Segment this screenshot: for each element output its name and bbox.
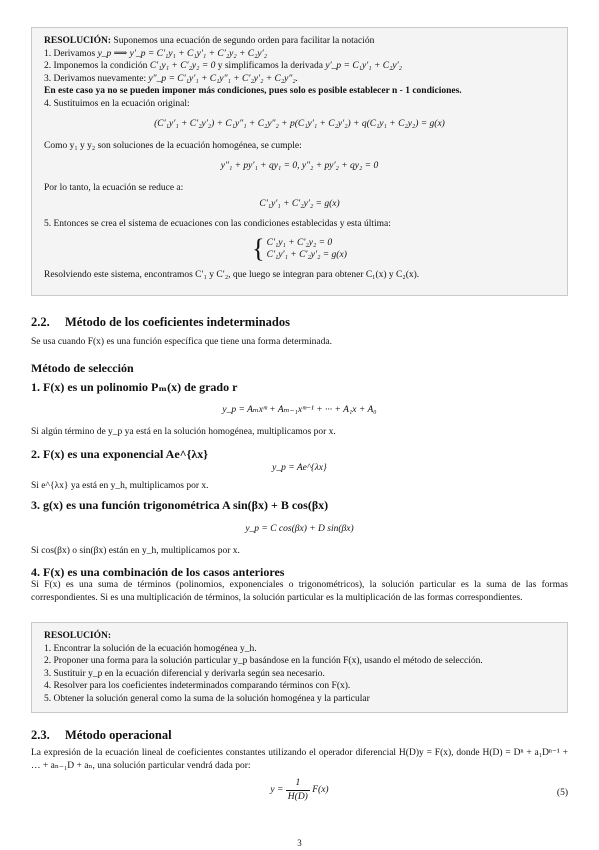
resolution-box-variation: [31, 27, 568, 296]
step2-math: y′_p = C₁y′₁ + C₂y′₂: [325, 61, 402, 72]
box1-reduce-text: Por lo tanto, la ecuación se reduce a:: [44, 182, 184, 193]
item2-note: Si e^{λx} ya está en y_h, multiplicamos por x.: [31, 481, 209, 491]
operational-equation: [31, 777, 568, 803]
equation-number: (5): [556, 788, 568, 798]
item1-equation: y_p = Aₘxᵐ + Aₘ₋₁xᵐ⁻¹ + ··· + A₁x + A₀: [222, 405, 377, 415]
box1-intro: Suponemos una ecuación de segundo orden para facilitar la notación: [113, 36, 375, 46]
box1-step4: 4. Sustituimos en la ecuación original:: [44, 98, 190, 109]
section-2-2-text: Se usa cuando F(x) es una función específica que tiene una forma determinada.: [31, 337, 332, 347]
equation-substitution: (C′₁y′₁ + C′₂y′₂) + C₁y″₁ + C₂y″₂ + p(C₁y′₁ + C₂y′₂) + q(C₁y₁ + C₂y₂) = g(x): [154, 119, 445, 130]
resolution-label-2: RESOLUCIÓN:: [44, 631, 112, 641]
item1-note: Si algún término de y_p ya está en la solución homogénea, multiplicamos por x.: [31, 427, 336, 437]
item2-title: 2. F(x) es una exponencial Ae^{λx}: [31, 447, 208, 461]
section-2-2-heading: [31, 314, 290, 331]
step1-math: y_p ⟹ y′_p = C′₁y₁ + C₁y′₁ + C′₂y₂ + C₂y′₂: [97, 48, 268, 59]
eq-denominator: H(D): [287, 791, 308, 802]
eq-numerator: 1: [286, 777, 310, 791]
system-brace-icon: {: [252, 234, 265, 264]
box2-step1: 1. Encontrar la solución de la ecuación homogénea y_h.: [44, 643, 257, 654]
selection-heading: Método de selección: [31, 361, 134, 375]
item3-note: Si cos(βx) o sin(βx) están en y_h, multiplicamos por x.: [31, 546, 240, 556]
section-title-2: Método operacional: [65, 728, 172, 742]
box1-bold-note: En este caso ya no se pueden imponer más condiciones, pues solo es posible establecer n - 1 condiciones.: [44, 86, 462, 97]
box1-intro-line: [44, 35, 555, 48]
step3-math: y″_p = C′₁y′₁ + C₁y″₁ + C′₂y′₂ + C₂y″₂.: [148, 73, 299, 84]
page-number: 3: [297, 838, 302, 848]
eq-rhs: F(x): [312, 785, 329, 796]
item2-equation: y_p = Ae^{λx}: [272, 463, 327, 473]
section-title: Método de los coeficientes indeterminados: [65, 315, 290, 329]
resolution-label: RESOLUCIÓN:: [44, 36, 112, 46]
box1-final: Resolviendo este sistema, encontramos C′₁ y C′₂, que luego se integran para obtener C₁(x) y C₂(x).: [44, 270, 420, 281]
box2-step2: 2. Proponer una forma para la solución particular y_p basándose en la función F(x), usando el método de selección.: [44, 656, 483, 667]
item4-note: Si F(x) es una suma de términos (polinomios, exponenciales o trigonométricos), la solución particular es la suma de las formas correspondientes. Si es una multiplicación de términos, la solución particular es la multiplicación de las formas correspondientes.: [31, 580, 568, 603]
system-line-2: C′₁y′₁ + C′₂y′₂ = g(x): [266, 250, 347, 261]
box1-step5: 5. Entonces se crea el sistema de ecuaciones con las condiciones establecidas y esta última:: [44, 218, 391, 229]
section-number-2: 2.3.: [31, 728, 50, 742]
box2-step5: 5. Obtener la solución general como la suma de la solución homogénea y la particular: [44, 693, 370, 704]
item1-title: 1. F(x) es un polinomio Pₘ(x) de grado r: [31, 380, 238, 394]
box1-step1: [44, 48, 555, 61]
eq-fraction: [286, 777, 310, 803]
equation-homogeneous: y″₁ + py′₁ + qy₁ = 0, y″₂ + py′₂ + qy₂ = 0: [220, 161, 379, 172]
step2-condition: C′₁y₁ + C′₂y₂ = 0: [149, 61, 216, 72]
section-2-3-heading: [31, 727, 172, 744]
section-number: 2.2.: [31, 315, 50, 329]
item3-title: 3. g(x) es una función trigonométrica A sin(βx) + B cos(βx): [31, 498, 329, 512]
step2-mid: y simplificamos la derivada: [217, 61, 323, 72]
box1-homog-text: Como y₁ y y₂ son soluciones de la ecuación homogénea, se cumple:: [44, 140, 302, 151]
equation-reduced: C′₁y′₁ + C′₂y′₂ = g(x): [259, 199, 340, 210]
resolution-box-coefficients: [31, 622, 568, 713]
item3-equation: y_p = C cos(βx) + D sin(βx): [245, 524, 354, 534]
section-2-3-text: La expresión de la ecuación lineal de coeficientes constantes utilizando el operador diferencial H(D)y = F(x), donde H(D) = Dⁿ + a₁Dⁿ⁻¹ + … + aₙ₋₁D + aₙ, una solución particular vendrá dada por:: [31, 748, 568, 771]
eq-lhs: y =: [270, 785, 284, 796]
step2-text: 2. Imponemos la condición: [44, 61, 148, 72]
step3-text: 3. Derivamos nuevamente:: [44, 73, 147, 84]
box1-step2: [44, 60, 555, 73]
step1-text: 1. Derivamos: [44, 48, 96, 59]
equation-system: [44, 236, 555, 262]
box1-step3: [44, 73, 555, 86]
box2-step3: 3. Sustituir y_p en la ecuación diferencial y derivarla según sea necesario.: [44, 668, 325, 679]
item4-title: 4. F(x) es una combinación de los casos anteriores: [31, 565, 285, 579]
system-line-1: C′₁y₁ + C′₂y₂ = 0: [266, 237, 333, 248]
box2-step4: 4. Resolver para los coeficientes indeterminados comparando términos con F(x).: [44, 681, 351, 692]
